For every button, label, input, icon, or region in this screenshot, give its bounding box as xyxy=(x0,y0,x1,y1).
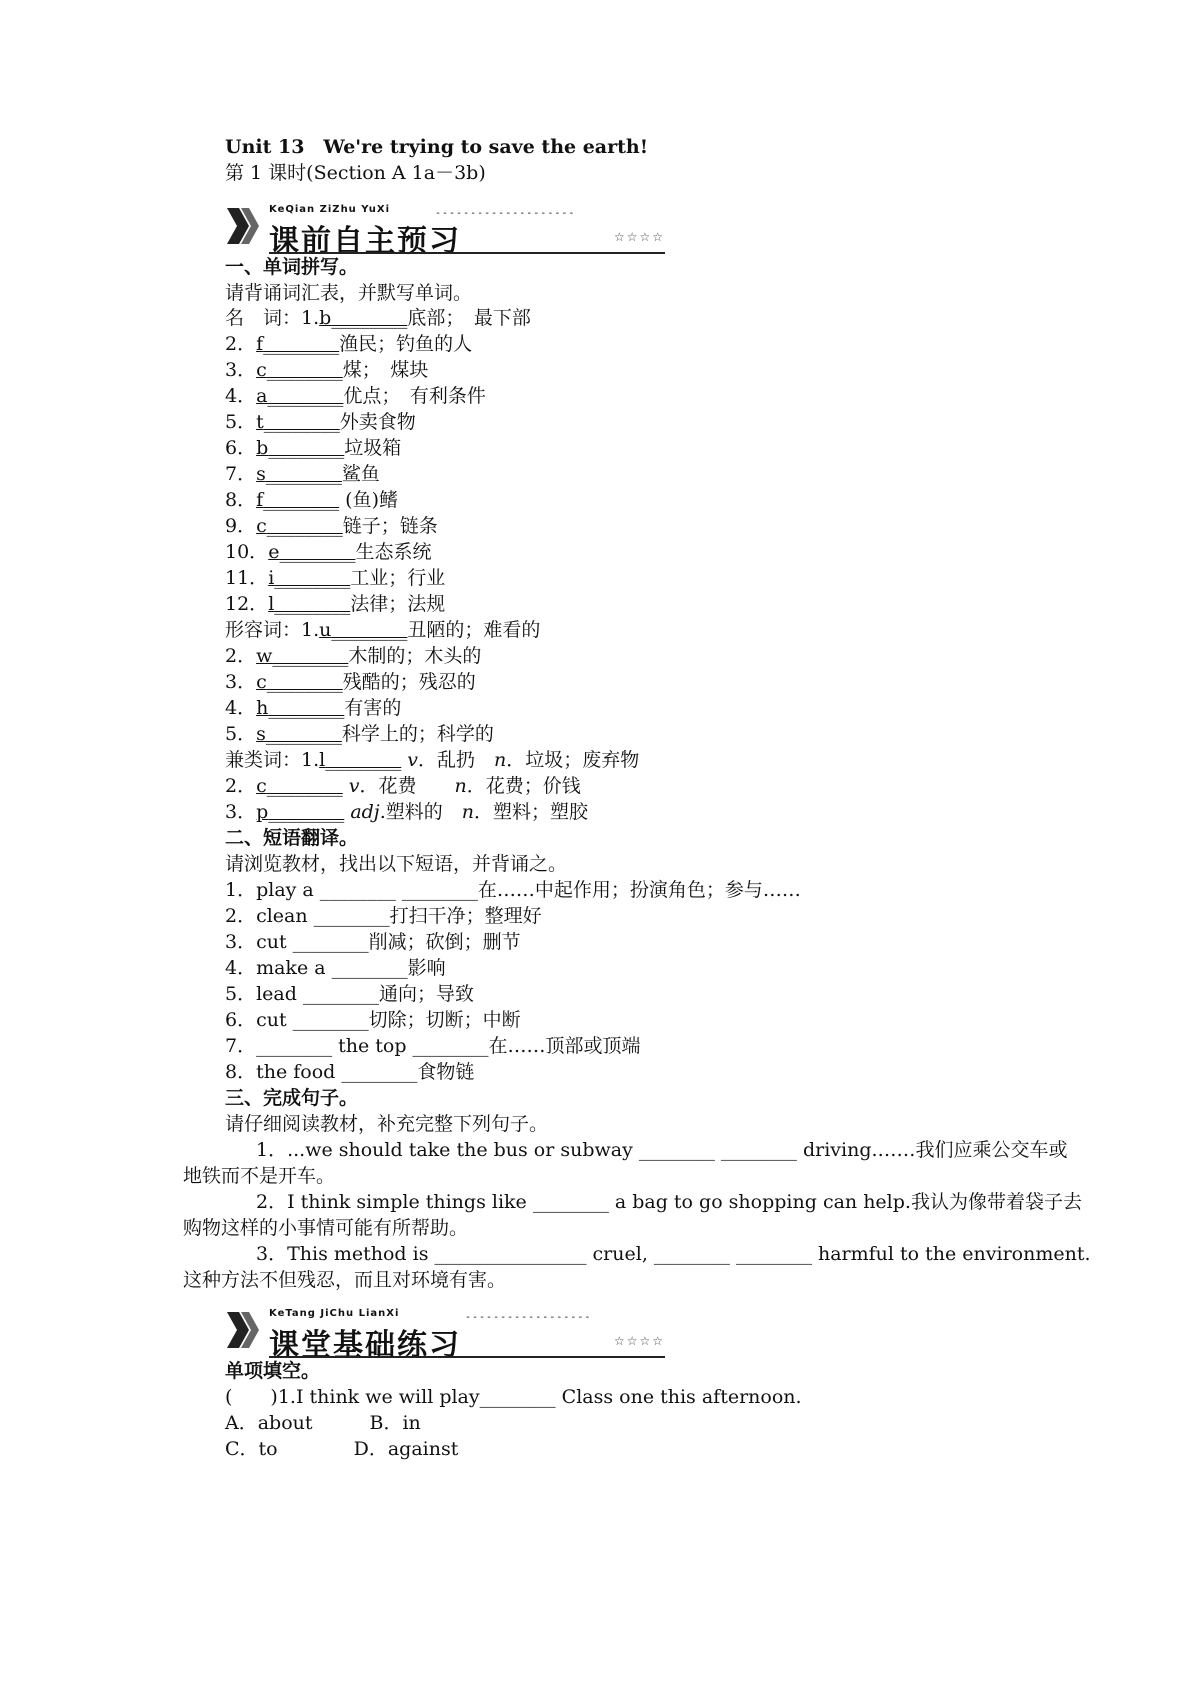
vocab-item: 5．t________外卖食物 xyxy=(225,411,416,433)
phrase-item: 4．make a ________影响 xyxy=(225,957,446,979)
sentence-item: 3．This method is ________________ cruel, ________ ________ harmful to the environment. xyxy=(256,1243,1091,1265)
sentence-continuation: 购物这样的小事情可能有所帮助。 xyxy=(183,1217,469,1239)
phrase-item: 5．lead ________通向；导致 xyxy=(225,983,474,1005)
banner-pinyin: KeQian ZiZhu YuXi xyxy=(269,204,391,215)
mc-options: C．to D．against xyxy=(225,1438,459,1460)
phrase-item: 6．cut ________切除；切断；中断 xyxy=(225,1009,521,1031)
double-chevron-icon xyxy=(225,1308,265,1352)
banner-title: 课堂基础练习 xyxy=(269,1328,461,1363)
vocab-item: 2．w________木制的；木头的 xyxy=(225,645,482,667)
vocab-item: 9．c________链子；链条 xyxy=(225,515,438,537)
phrase-item: 2．clean ________打扫干净；整理好 xyxy=(225,905,542,927)
vocab-item: 5．s________科学上的；科学的 xyxy=(225,723,494,745)
mc-options: A．about B．in xyxy=(225,1412,421,1434)
vocab-item: 4．a________优点； 有利条件 xyxy=(225,385,486,407)
vocab-item: 10．e________生态系统 xyxy=(225,541,432,563)
part1-instruction: 请背诵词汇表，并默写单词。 xyxy=(225,282,473,304)
banner-rule xyxy=(269,1356,665,1358)
double-chevron-icon xyxy=(225,204,265,248)
vocab-item: 8．f________ (鱼)鳍 xyxy=(225,489,399,511)
banner-dash-line: ------------------ xyxy=(465,1312,592,1323)
sentence-item: 2．I think simple things like ________ a bag to go shopping can help.我认为像带着袋子去 xyxy=(256,1191,1082,1213)
section-banner-classroom xyxy=(225,1308,665,1363)
vocab-item: 形容词：1.u________丑陋的；难看的 xyxy=(225,619,541,641)
part4-heading: 单项填空。 xyxy=(225,1360,321,1382)
vocab-item: 7．s________鲨鱼 xyxy=(225,463,380,485)
vocab-item: 3．c________煤； 煤块 xyxy=(225,359,429,381)
vocab-item: 兼类词：1.l________ v．乱扔 n．垃圾；废弃物 xyxy=(225,749,640,771)
part1-heading: 一、单词拼写。 xyxy=(225,256,359,278)
mc-question: ( )1.I think we will play________ Class one this afternoon. xyxy=(225,1386,802,1408)
vocab-item: 2．f________渔民；钓鱼的人 xyxy=(225,333,473,355)
vocab-item: 3．p________ adj.塑料的 n．塑料；塑胶 xyxy=(225,801,589,823)
part2-heading: 二、短语翻译。 xyxy=(225,827,359,849)
difficulty-stars: ☆☆☆☆ xyxy=(613,230,665,244)
vocab-item: 3．c________残酷的；残忍的 xyxy=(225,671,476,693)
phrase-item: 7．________ the top ________在……顶部或顶端 xyxy=(225,1035,641,1057)
sentence-continuation: 这种方法不但残忍，而且对环境有害。 xyxy=(183,1269,507,1291)
unit-title: Unit 13 We're trying to save the earth! xyxy=(225,136,649,158)
vocab-item: 名 词：1.b________底部； 最下部 xyxy=(225,307,531,329)
phrase-item: 8．the food ________食物链 xyxy=(225,1061,475,1083)
phrase-item: 3．cut ________削减；砍倒；删节 xyxy=(225,931,521,953)
vocab-item: 6．b________垃圾箱 xyxy=(225,437,402,459)
banner-dash-line: -------------------- xyxy=(435,208,576,219)
difficulty-stars: ☆☆☆☆ xyxy=(613,1334,665,1348)
vocab-item: 2．c________ v．花费 n．花费；价钱 xyxy=(225,775,581,797)
vocab-item: 12．l________法律；法规 xyxy=(225,593,446,615)
sentence-continuation: 地铁而不是开车。 xyxy=(183,1165,336,1187)
sentence-item: 1．...we should take the bus or subway ________ ________ driving.……我们应乘公交车或 xyxy=(256,1139,1068,1161)
banner-pinyin: KeTang JiChu LianXi xyxy=(269,1308,400,1319)
vocab-item: 11．i________工业；行业 xyxy=(225,567,446,589)
part2-instruction: 请浏览教材，找出以下短语，并背诵之。 xyxy=(225,853,568,875)
part3-instruction: 请仔细阅读教材，补充完整下列句子。 xyxy=(225,1113,549,1135)
vocab-item: 4．h________有害的 xyxy=(225,697,402,719)
lesson-subtitle: 第 1 课时(Section A 1a－3b) xyxy=(225,162,486,184)
section-banner-preview xyxy=(225,204,665,259)
phrase-item: 1．play a ________ ________在……中起作用；扮演角色；参与…… xyxy=(225,879,801,901)
banner-title: 课前自主预习 xyxy=(269,224,461,259)
part3-heading: 三、完成句子。 xyxy=(225,1087,359,1109)
